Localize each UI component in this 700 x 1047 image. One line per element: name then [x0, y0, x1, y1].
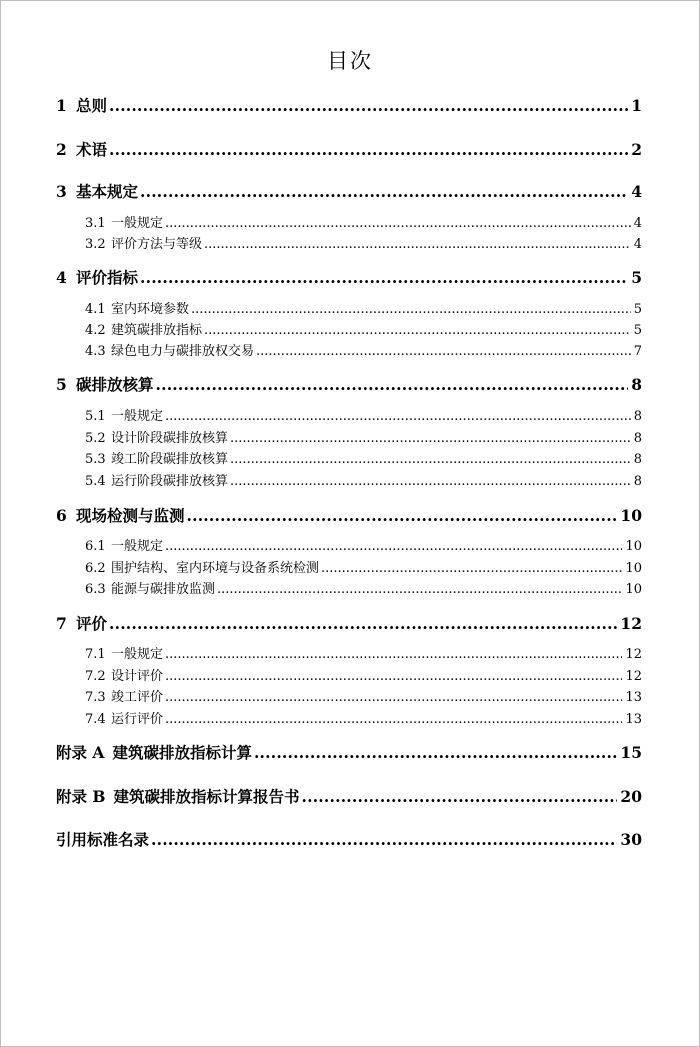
chapter-number: 4: [56, 268, 67, 287]
page-number: 10: [620, 506, 642, 525]
page-number: 13: [625, 690, 642, 705]
leader-dots: [165, 689, 622, 707]
page-number: 10: [625, 561, 642, 576]
page-number: 20: [620, 787, 642, 806]
page-number: 8: [633, 409, 642, 424]
section-title: 一般规定: [111, 647, 164, 662]
leader-dots: [140, 181, 628, 203]
leader-dots: [230, 451, 631, 469]
leader-dots: [165, 538, 622, 556]
toc-section-3-2[interactable]: [85, 236, 642, 254]
leader-dots: [109, 139, 628, 161]
section-title: 能源与碳排放监测: [111, 582, 216, 597]
section-number: 5.2: [85, 431, 106, 446]
page-number: 8: [631, 375, 642, 394]
leader-dots: [165, 646, 622, 664]
section-number: 6.1: [85, 539, 106, 554]
section-number: 5.4: [85, 474, 106, 489]
section-title: 一般规定: [111, 409, 164, 424]
chapter-title: 基本规定: [76, 182, 139, 201]
appendix-title: 建筑碳排放指标计算: [112, 743, 252, 762]
toc-chapter-1[interactable]: [56, 95, 642, 117]
leader-dots: [156, 374, 629, 396]
leader-dots: [187, 505, 618, 527]
section-title: 围护结构、室内环境与设备系统检测: [111, 561, 320, 576]
leader-dots: [230, 473, 631, 491]
leader-dots: [109, 613, 617, 635]
toc-section-5-1[interactable]: [85, 408, 642, 426]
toc-section-5-3[interactable]: [85, 451, 642, 469]
chapter-title: 术语: [76, 140, 108, 159]
page-number: 8: [633, 452, 642, 467]
section-number: 7.3: [85, 690, 106, 705]
section-number: 6.2: [85, 561, 106, 576]
leader-dots: [204, 236, 631, 254]
chapter-title: 碳排放核算: [76, 375, 154, 394]
chapter-title: 现场检测与监测: [76, 506, 185, 525]
page-number: 12: [625, 647, 642, 662]
chapter-title: 总则: [76, 96, 108, 115]
page-number: 8: [633, 474, 642, 489]
toc-section-4-1[interactable]: [85, 301, 642, 319]
page-number: 15: [620, 743, 642, 762]
page-number: 2: [631, 140, 642, 159]
toc-chapter-3[interactable]: [56, 181, 642, 203]
page-number: 30: [620, 830, 642, 849]
chapter-number: 5: [56, 375, 67, 394]
chapter-number: 6: [56, 506, 67, 525]
section-title: 一般规定: [111, 539, 164, 554]
section-number: 6.3: [85, 582, 106, 597]
section-number: 7.2: [85, 669, 106, 684]
section-title: 运行评价: [111, 712, 164, 727]
leader-dots: [165, 711, 622, 729]
section-title: 建筑碳排放指标: [111, 323, 203, 338]
page-number: 12: [625, 669, 642, 684]
toc-referenced-standards[interactable]: [56, 829, 642, 851]
leader-dots: [140, 267, 628, 289]
leader-dots: [217, 581, 622, 599]
toc-section-7-1[interactable]: [85, 646, 642, 664]
appendix-number: 附录 B: [56, 787, 106, 806]
page-number: 7: [633, 344, 642, 359]
leader-dots: [165, 668, 622, 686]
section-title: 一般规定: [111, 216, 164, 231]
section-title: 竣工评价: [111, 690, 164, 705]
leader-dots: [302, 786, 618, 808]
page-title: 目次: [327, 49, 373, 73]
page-number: 10: [625, 539, 642, 554]
leader-dots: [204, 322, 631, 340]
toc-chapter-2[interactable]: [56, 139, 642, 161]
section-title: 设计评价: [111, 669, 164, 684]
chapter-number: 3: [56, 182, 67, 201]
appendix-number: 附录 A: [56, 743, 105, 762]
section-title: 室内环境参数: [111, 302, 190, 317]
page-number: 1: [631, 96, 642, 115]
page-number: 4: [633, 237, 642, 252]
toc-appendix-b[interactable]: [56, 786, 642, 808]
appendix-title: 建筑碳排放指标计算报告书: [113, 787, 300, 806]
page-number: 12: [620, 614, 642, 633]
section-number: 5.1: [85, 409, 106, 424]
chapter-number: 2: [56, 140, 67, 159]
page-number: 8: [633, 431, 642, 446]
section-number: 4.2: [85, 323, 106, 338]
leader-dots: [165, 215, 631, 233]
section-title: 设计阶段碳排放核算: [111, 431, 229, 446]
toc-appendix-a[interactable]: [56, 742, 642, 764]
chapter-number: 1: [56, 96, 67, 115]
section-title: 评价方法与等级: [111, 237, 203, 252]
appendix-title: 引用标准名录: [56, 830, 150, 849]
toc-section-4-3[interactable]: [85, 343, 642, 361]
chapter-title: 评价指标: [76, 268, 139, 287]
page-number: 5: [633, 323, 642, 338]
leader-dots: [191, 301, 631, 319]
leader-dots: [321, 560, 622, 578]
toc-section-3-1[interactable]: [85, 215, 642, 233]
leader-dots: [230, 430, 631, 448]
chapter-title: 评价: [76, 614, 108, 633]
toc-section-7-4[interactable]: [85, 711, 642, 729]
toc-section-6-1[interactable]: [85, 538, 642, 556]
section-number: 3.2: [85, 237, 106, 252]
section-number: 3.1: [85, 216, 106, 231]
page-number: 10: [625, 582, 642, 597]
leader-dots: [256, 343, 631, 361]
leader-dots: [151, 829, 617, 851]
section-number: 4.3: [85, 344, 106, 359]
page-number: 13: [625, 712, 642, 727]
toc-section-5-4[interactable]: [85, 473, 642, 491]
page-number: 5: [631, 268, 642, 287]
section-title: 运行阶段碳排放核算: [111, 474, 229, 489]
chapter-number: 7: [56, 614, 67, 633]
toc-section-7-3[interactable]: [85, 689, 642, 707]
page-number: 5: [633, 302, 642, 317]
toc-section-5-2[interactable]: [85, 430, 642, 448]
page-number: 4: [633, 216, 642, 231]
toc-chapter-6[interactable]: [56, 505, 642, 527]
section-number: 7.1: [85, 647, 106, 662]
toc-section-6-3[interactable]: [85, 581, 642, 599]
section-number: 7.4: [85, 712, 106, 727]
toc-section-4-2[interactable]: [85, 322, 642, 340]
toc-chapter-7[interactable]: [56, 613, 642, 635]
leader-dots: [254, 742, 617, 764]
leader-dots: [109, 95, 628, 117]
toc-chapter-5[interactable]: [56, 374, 642, 396]
leader-dots: [165, 408, 631, 426]
section-number: 4.1: [85, 302, 106, 317]
toc-section-7-2[interactable]: [85, 668, 642, 686]
page-number: 4: [631, 182, 642, 201]
toc-section-6-2[interactable]: [85, 560, 642, 578]
toc-chapter-4[interactable]: [56, 267, 642, 289]
section-title: 绿色电力与碳排放权交易: [111, 344, 255, 359]
section-number: 5.3: [85, 452, 106, 467]
section-title: 竣工阶段碳排放核算: [111, 452, 229, 467]
